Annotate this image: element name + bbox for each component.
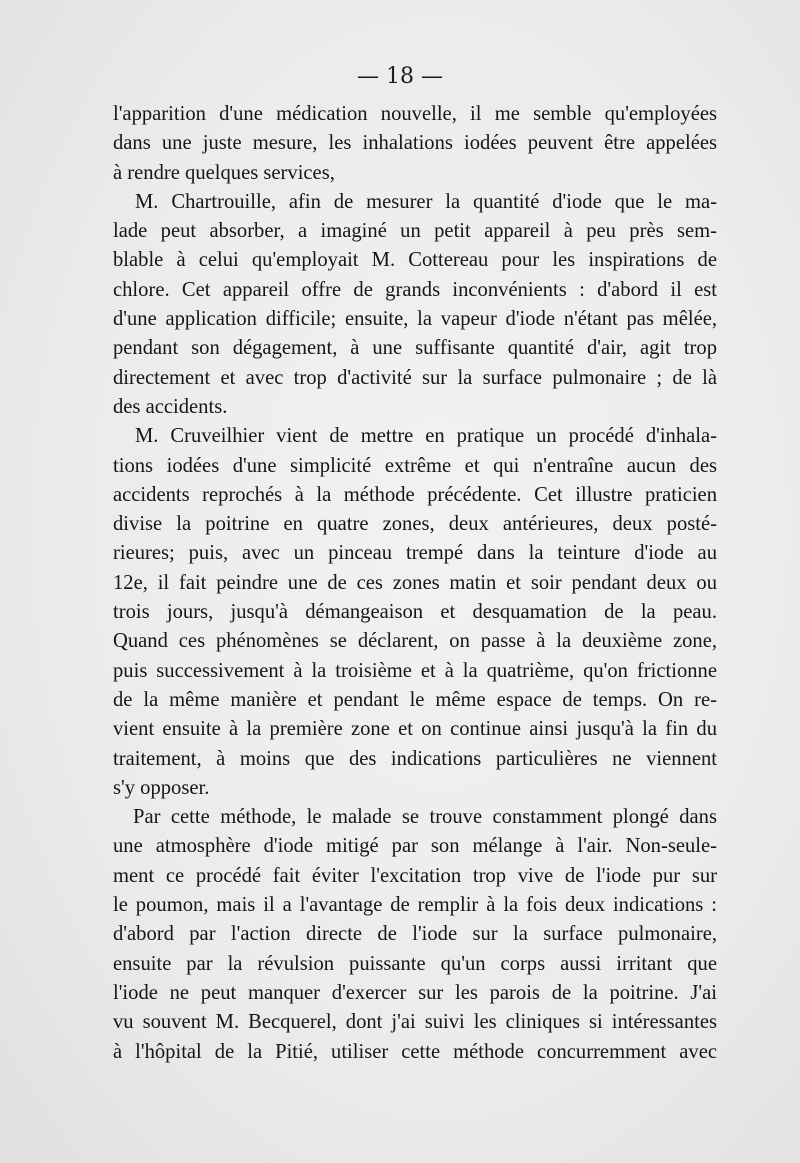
- text-line: dans une juste mesure, les inhalations iodées peuvent être appelées: [113, 132, 717, 155]
- text-line: M. Chartrouille, afin de mesurer la quantité d'iode que le ma-: [135, 190, 717, 213]
- text-line: de la même manière et pendant le même espace de temps. On re-: [113, 688, 717, 711]
- text-line: d'une application difficile; ensuite, la vapeur d'iode n'étant pas mêlée,: [113, 308, 717, 331]
- text-line: l'apparition d'une médication nouvelle, il me semble qu'employées: [113, 103, 717, 125]
- body-text: [113, 100, 717, 1067]
- text-line: l'iode ne peut manquer d'exercer sur les parois de la poitrine. J'ai: [113, 981, 717, 1004]
- text-line: accidents reprochés à la méthode précédente. Cet illustre praticien: [113, 483, 717, 506]
- text-line: pendant son dégagement, à une suffisante quantité d'air, agit trop: [113, 337, 717, 360]
- text-line: trois jours, jusqu'à démangeaison et desquamation de la peau.: [113, 601, 717, 624]
- text-line: le poumon, mais il a l'avantage de remplir à la fois deux indications :: [113, 894, 717, 917]
- text-line: d'abord par l'action directe de l'iode sur la surface pulmonaire,: [113, 923, 717, 946]
- text-line: une atmosphère d'iode mitigé par son mélange à l'air. Non-seule-: [113, 835, 717, 858]
- text-line: lade peut absorber, a imaginé un petit appareil à peu près sem-: [113, 220, 717, 243]
- text-line: chlore. Cet appareil offre de grands inconvénients : d'abord il est: [113, 278, 717, 301]
- paragraph-2: [113, 188, 717, 422]
- page-number: — 18 —: [357, 64, 443, 89]
- text-line: 12e, il fait peindre une de ces zones matin et soir pendant deux ou: [113, 571, 717, 594]
- text-line: Quand ces phénomènes se déclarent, on passe à la deuxième zone,: [113, 630, 717, 653]
- text-line: ment ce procédé fait éviter l'excitation trop vive de l'iode pur sur: [113, 864, 717, 887]
- text-line: rieures; puis, avec un pinceau trempé dans la teinture d'iode au: [113, 542, 717, 565]
- text-line: M. Cruveilhier vient de mettre en pratique un procédé d'inhala-: [135, 425, 717, 448]
- text-line: à l'hôpital de la Pitié, utiliser cette méthode concurremment avec: [113, 1040, 717, 1063]
- text-line: vient ensuite à la première zone et on continue ainsi jusqu'à la fin du: [113, 718, 717, 741]
- text-line: s'y opposer.: [113, 776, 210, 799]
- text-line: à rendre quelques services,: [113, 161, 335, 184]
- text-line: directement et avec trop d'activité sur la surface pulmonaire ; de là: [113, 366, 717, 389]
- paragraph-1: [113, 100, 717, 188]
- text-line: des accidents.: [113, 395, 228, 418]
- text-line: traitement, à moins que des indications particulières ne viennent: [113, 747, 717, 770]
- text-line: puis successivement à la troisième et à la quatrième, qu'on frictionne: [113, 659, 717, 682]
- text-line: divise la poitrine en quatre zones, deux antérieures, deux posté-: [113, 513, 717, 536]
- text-line: blable à celui qu'employait M. Cottereau pour les inspirations de: [113, 249, 717, 272]
- paragraph-3: [113, 422, 717, 803]
- text-line: ensuite par la révulsion puissante qu'un corps aussi irritant que: [113, 952, 717, 975]
- paragraph-4: [113, 803, 717, 1067]
- text-line: vu souvent M. Becquerel, dont j'ai suivi les cliniques si intéressantes: [113, 1011, 717, 1034]
- text-line: Par cette méthode, le malade se trouve constamment plongé dans: [133, 806, 717, 829]
- text-line: tions iodées d'une simplicité extrême et qui n'entraîne aucun des: [113, 454, 717, 477]
